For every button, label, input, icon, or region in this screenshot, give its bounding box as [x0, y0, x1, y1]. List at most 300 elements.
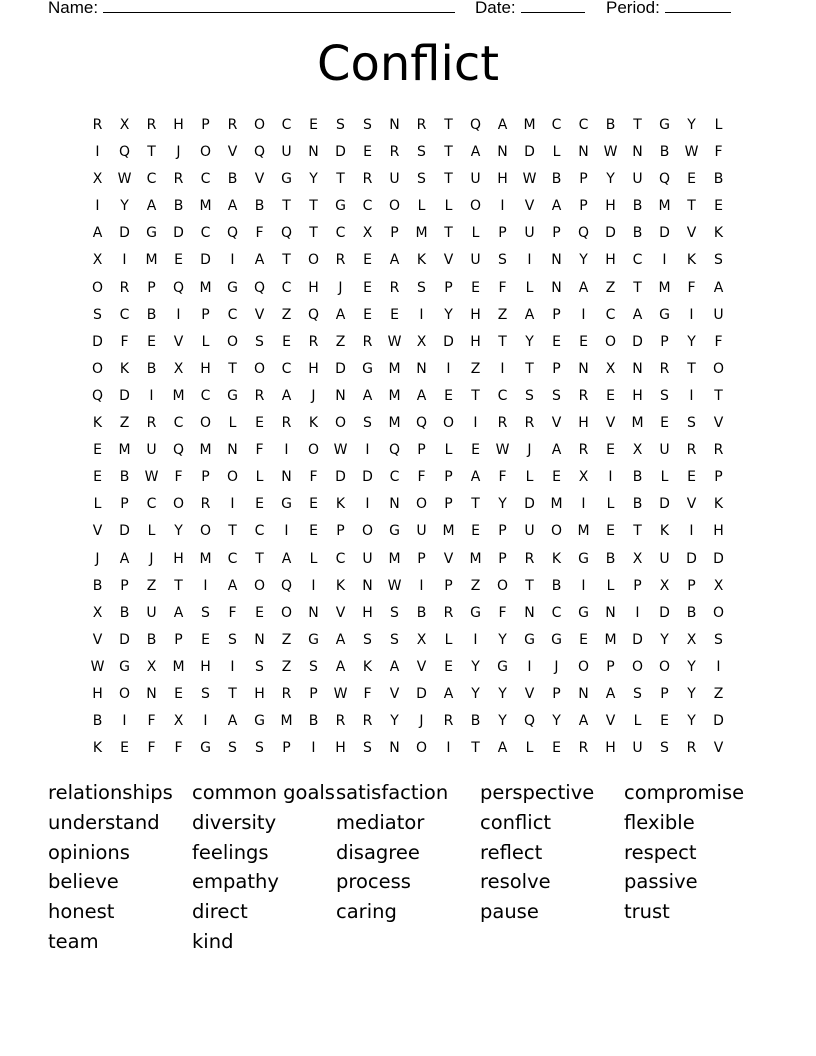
grid-letter[interactable]: E — [471, 279, 480, 296]
grid-letter[interactable]: B — [632, 496, 643, 513]
grid-letter[interactable]: L — [228, 415, 237, 432]
grid-letter[interactable]: N — [632, 144, 643, 161]
grid-letter[interactable]: Y — [687, 658, 696, 675]
grid-letter[interactable]: O — [550, 523, 563, 540]
grid-letter[interactable]: O — [388, 198, 401, 215]
grid-letter[interactable]: E — [606, 442, 615, 459]
grid-letter[interactable]: H — [308, 279, 319, 296]
grid-letter[interactable]: M — [658, 279, 671, 296]
grid-letter[interactable]: X — [659, 577, 670, 594]
grid-letter[interactable]: R — [335, 713, 346, 730]
grid-letter[interactable]: T — [228, 685, 237, 702]
grid-letter[interactable]: Z — [146, 577, 157, 594]
grid-letter[interactable]: Z — [713, 685, 724, 702]
grid-letter[interactable]: T — [471, 740, 480, 757]
grid-letter[interactable]: S — [363, 415, 372, 432]
grid-letter[interactable]: T — [687, 198, 696, 215]
grid-letter[interactable]: E — [606, 387, 615, 404]
grid-letter[interactable]: I — [311, 577, 316, 594]
grid-letter[interactable]: T — [309, 225, 318, 242]
grid-letter[interactable]: R — [281, 685, 292, 702]
grid-letter[interactable]: E — [363, 279, 372, 296]
grid-letter[interactable]: F — [363, 685, 372, 702]
grid-letter[interactable]: K — [551, 550, 562, 567]
grid-letter[interactable]: W — [117, 171, 132, 188]
grid-letter[interactable]: P — [498, 523, 507, 540]
grid-letter[interactable]: O — [253, 360, 266, 377]
grid-letter[interactable]: Y — [525, 333, 534, 350]
grid-letter[interactable]: C — [281, 117, 292, 133]
grid-letter[interactable]: D — [335, 469, 346, 486]
grid-letter[interactable]: C — [632, 252, 643, 269]
grid-letter[interactable]: C — [173, 415, 184, 432]
grid-letter[interactable]: R — [227, 117, 238, 133]
name-field[interactable] — [48, 0, 455, 18]
grid-letter[interactable]: G — [227, 279, 238, 296]
grid-letter[interactable]: V — [92, 523, 103, 540]
grid-letter[interactable]: H — [497, 171, 508, 188]
grid-letter[interactable]: N — [389, 496, 400, 513]
grid-letter[interactable]: E — [687, 171, 696, 188]
grid-letter[interactable]: X — [416, 631, 427, 648]
grid-letter[interactable]: L — [444, 631, 453, 648]
grid-letter[interactable]: T — [714, 387, 723, 404]
grid-letter[interactable]: O — [280, 604, 293, 621]
grid-letter[interactable]: L — [714, 117, 723, 133]
grid-letter[interactable]: E — [444, 658, 453, 675]
grid-letter[interactable]: R — [443, 713, 454, 730]
grid-letter[interactable]: A — [335, 306, 346, 323]
grid-letter[interactable]: J — [311, 387, 316, 404]
grid-letter[interactable]: Z — [119, 415, 130, 432]
grid-letter[interactable]: B — [632, 225, 643, 242]
grid-letter[interactable]: O — [253, 577, 266, 594]
grid-letter[interactable]: Y — [687, 333, 696, 350]
grid-letter[interactable]: D — [335, 144, 346, 161]
grid-letter[interactable]: D — [632, 333, 643, 350]
grid-letter[interactable]: E — [660, 713, 669, 730]
grid-letter[interactable]: O — [199, 144, 212, 161]
grid-letter[interactable]: H — [605, 198, 616, 215]
grid-letter[interactable]: E — [552, 333, 561, 350]
grid-letter[interactable]: E — [552, 740, 561, 757]
grid-letter[interactable]: T — [471, 496, 480, 513]
grid-letter[interactable]: L — [633, 713, 642, 730]
grid-letter[interactable]: C — [335, 550, 346, 567]
grid-letter[interactable]: P — [309, 685, 318, 702]
grid-letter[interactable]: Z — [605, 279, 616, 296]
grid-letter[interactable]: I — [527, 658, 532, 675]
grid-letter[interactable]: S — [363, 631, 372, 648]
grid-letter[interactable]: R — [578, 740, 589, 757]
grid-letter[interactable]: G — [578, 550, 589, 567]
grid-letter[interactable]: L — [444, 198, 453, 215]
grid-letter[interactable]: R — [362, 171, 373, 188]
grid-letter[interactable]: A — [524, 306, 535, 323]
grid-letter[interactable]: U — [632, 740, 643, 757]
grid-letter[interactable]: B — [227, 171, 238, 188]
grid-letter[interactable]: X — [686, 631, 697, 648]
grid-letter[interactable]: A — [227, 713, 238, 730]
grid-letter[interactable]: M — [388, 415, 401, 432]
grid-letter[interactable]: W — [333, 442, 348, 459]
grid-letter[interactable]: X — [713, 577, 724, 594]
grid-letter[interactable]: V — [92, 631, 103, 648]
grid-letter[interactable]: H — [605, 740, 616, 757]
grid-letter[interactable]: F — [498, 279, 507, 296]
grid-letter[interactable]: O — [577, 658, 590, 675]
grid-letter[interactable]: A — [227, 577, 238, 594]
grid-letter[interactable]: G — [146, 225, 157, 242]
grid-letter[interactable]: V — [686, 225, 697, 242]
grid-letter[interactable]: X — [146, 658, 157, 675]
name-blank-line[interactable] — [103, 0, 455, 13]
grid-letter[interactable]: Q — [172, 279, 185, 296]
grid-letter[interactable]: O — [712, 604, 725, 621]
grid-letter[interactable]: J — [338, 279, 343, 296]
grid-letter[interactable]: V — [254, 306, 265, 323]
grid-letter[interactable]: E — [309, 117, 318, 133]
grid-letter[interactable]: F — [255, 442, 264, 459]
grid-letter[interactable]: Q — [523, 713, 536, 730]
grid-letter[interactable]: P — [147, 279, 156, 296]
grid-letter[interactable]: N — [146, 685, 157, 702]
grid-letter[interactable]: I — [581, 306, 586, 323]
grid-letter[interactable]: E — [579, 631, 588, 648]
grid-letter[interactable]: C — [281, 360, 292, 377]
grid-letter[interactable]: R — [92, 117, 103, 133]
grid-letter[interactable]: O — [442, 415, 455, 432]
grid-letter[interactable]: M — [523, 117, 536, 133]
grid-letter[interactable]: Y — [309, 171, 318, 188]
grid-letter[interactable]: K — [713, 496, 724, 513]
grid-letter[interactable]: S — [525, 387, 534, 404]
grid-letter[interactable]: R — [146, 117, 157, 133]
grid-letter[interactable]: E — [174, 685, 183, 702]
grid-letter[interactable]: E — [282, 333, 291, 350]
grid-letter[interactable]: S — [93, 306, 102, 323]
grid-letter[interactable]: H — [632, 387, 643, 404]
grid-letter[interactable]: N — [281, 469, 292, 486]
grid-letter[interactable]: I — [689, 523, 694, 540]
grid-letter[interactable]: B — [146, 631, 157, 648]
grid-letter[interactable]: V — [713, 415, 724, 432]
grid-letter[interactable]: K — [335, 496, 346, 513]
grid-letter[interactable]: P — [120, 577, 129, 594]
grid-letter[interactable]: O — [91, 279, 104, 296]
grid-letter[interactable]: R — [389, 144, 400, 161]
grid-letter[interactable]: S — [255, 333, 264, 350]
grid-letter[interactable]: K — [659, 523, 670, 540]
grid-letter[interactable]: H — [173, 117, 184, 133]
grid-letter[interactable]: L — [147, 523, 156, 540]
grid-letter[interactable]: H — [470, 306, 481, 323]
grid-letter[interactable]: S — [714, 252, 723, 269]
grid-letter[interactable]: U — [146, 604, 157, 621]
grid-letter[interactable]: N — [524, 604, 535, 621]
grid-letter[interactable]: P — [417, 550, 426, 567]
grid-letter[interactable]: J — [527, 442, 532, 459]
grid-letter[interactable]: C — [578, 117, 589, 133]
grid-letter[interactable]: E — [471, 523, 480, 540]
grid-letter[interactable]: I — [581, 577, 586, 594]
grid-letter[interactable]: Q — [658, 171, 671, 188]
grid-letter[interactable]: P — [201, 306, 210, 323]
grid-letter[interactable]: Z — [335, 333, 346, 350]
grid-letter[interactable]: D — [443, 333, 454, 350]
grid-letter[interactable]: E — [579, 333, 588, 350]
grid-letter[interactable]: O — [604, 333, 617, 350]
grid-letter[interactable]: A — [497, 740, 508, 757]
grid-letter[interactable]: B — [659, 144, 670, 161]
grid-letter[interactable]: S — [687, 415, 696, 432]
grid-letter[interactable]: Q — [280, 225, 293, 242]
grid-letter[interactable]: O — [631, 658, 644, 675]
grid-letter[interactable]: L — [255, 469, 264, 486]
grid-letter[interactable]: I — [446, 360, 451, 377]
grid-letter[interactable]: B — [686, 604, 697, 621]
grid-letter[interactable]: S — [336, 117, 345, 133]
grid-letter[interactable]: V — [335, 604, 346, 621]
grid-letter[interactable]: Y — [471, 685, 480, 702]
grid-letter[interactable]: T — [444, 144, 453, 161]
grid-letter[interactable]: S — [255, 658, 264, 675]
grid-letter[interactable]: E — [309, 523, 318, 540]
grid-letter[interactable]: D — [92, 333, 103, 350]
grid-letter[interactable]: C — [551, 604, 562, 621]
grid-letter[interactable]: P — [444, 279, 453, 296]
grid-letter[interactable]: A — [632, 306, 643, 323]
grid-letter[interactable]: F — [417, 469, 426, 486]
grid-letter[interactable]: A — [335, 658, 346, 675]
grid-letter[interactable]: G — [227, 387, 238, 404]
grid-letter[interactable]: S — [390, 631, 399, 648]
grid-letter[interactable]: F — [147, 713, 156, 730]
grid-letter[interactable]: V — [551, 415, 562, 432]
grid-letter[interactable]: X — [416, 333, 427, 350]
grid-letter[interactable]: A — [362, 387, 373, 404]
grid-letter[interactable]: A — [389, 252, 400, 269]
grid-letter[interactable]: G — [389, 523, 400, 540]
grid-letter[interactable]: R — [578, 442, 589, 459]
grid-letter[interactable]: I — [203, 577, 208, 594]
grid-letter[interactable]: G — [497, 658, 508, 675]
grid-letter[interactable]: I — [527, 252, 532, 269]
grid-letter[interactable]: H — [335, 740, 346, 757]
grid-letter[interactable]: A — [119, 550, 130, 567]
grid-letter[interactable]: N — [605, 604, 616, 621]
grid-letter[interactable]: R — [497, 415, 508, 432]
grid-letter[interactable]: L — [552, 144, 561, 161]
grid-letter[interactable]: H — [362, 604, 373, 621]
grid-letter[interactable]: K — [119, 360, 130, 377]
grid-letter[interactable]: F — [498, 469, 507, 486]
grid-letter[interactable]: F — [255, 225, 264, 242]
grid-letter[interactable]: T — [633, 523, 642, 540]
grid-letter[interactable]: K — [92, 415, 103, 432]
grid-letter[interactable]: E — [606, 523, 615, 540]
grid-letter[interactable]: V — [443, 252, 454, 269]
grid-letter[interactable]: X — [173, 360, 184, 377]
grid-letter[interactable]: L — [471, 225, 480, 242]
grid-letter[interactable]: S — [363, 740, 372, 757]
grid-letter[interactable]: Y — [687, 713, 696, 730]
grid-letter[interactable]: P — [174, 631, 183, 648]
grid-letter[interactable]: Q — [118, 144, 131, 161]
grid-letter[interactable]: O — [226, 469, 239, 486]
grid-letter[interactable]: H — [470, 333, 481, 350]
grid-letter[interactable]: E — [363, 252, 372, 269]
grid-letter[interactable]: X — [173, 713, 184, 730]
grid-letter[interactable]: B — [146, 306, 157, 323]
grid-letter[interactable]: M — [388, 387, 401, 404]
grid-letter[interactable]: D — [524, 496, 535, 513]
grid-letter[interactable]: M — [172, 387, 185, 404]
grid-letter[interactable]: J — [149, 550, 154, 567]
grid-letter[interactable]: L — [417, 198, 426, 215]
grid-letter[interactable]: Y — [660, 631, 669, 648]
grid-letter[interactable]: D — [713, 550, 724, 567]
grid-letter[interactable]: O — [658, 658, 671, 675]
grid-letter[interactable]: P — [201, 117, 210, 133]
grid-letter[interactable]: S — [363, 117, 372, 133]
grid-letter[interactable]: B — [173, 198, 184, 215]
grid-letter[interactable]: T — [687, 360, 696, 377]
grid-letter[interactable]: C — [281, 279, 292, 296]
grid-letter[interactable]: X — [632, 550, 643, 567]
grid-letter[interactable]: F — [714, 333, 723, 350]
grid-letter[interactable]: Q — [172, 442, 185, 459]
grid-letter[interactable]: Q — [307, 306, 320, 323]
grid-letter[interactable]: I — [95, 198, 100, 215]
grid-letter[interactable]: D — [119, 225, 130, 242]
grid-letter[interactable]: O — [226, 333, 239, 350]
grid-letter[interactable]: V — [443, 550, 454, 567]
grid-letter[interactable]: C — [119, 306, 130, 323]
grid-letter[interactable]: Y — [390, 713, 399, 730]
grid-letter[interactable]: M — [577, 523, 590, 540]
grid-letter[interactable]: X — [92, 171, 103, 188]
grid-letter[interactable]: S — [309, 658, 318, 675]
grid-letter[interactable]: A — [713, 279, 724, 296]
grid-letter[interactable]: U — [659, 550, 670, 567]
grid-letter[interactable]: T — [471, 387, 480, 404]
grid-letter[interactable]: Q — [280, 577, 293, 594]
grid-letter[interactable]: R — [524, 415, 535, 432]
grid-letter[interactable]: L — [606, 577, 615, 594]
grid-letter[interactable]: C — [335, 225, 346, 242]
grid-letter[interactable]: E — [687, 469, 696, 486]
grid-letter[interactable]: H — [200, 658, 211, 675]
grid-letter[interactable]: I — [662, 252, 667, 269]
grid-letter[interactable]: E — [444, 387, 453, 404]
grid-letter[interactable]: T — [174, 577, 183, 594]
grid-letter[interactable]: I — [689, 387, 694, 404]
grid-letter[interactable]: T — [498, 333, 507, 350]
grid-letter[interactable]: X — [632, 442, 643, 459]
grid-letter[interactable]: Q — [415, 415, 428, 432]
grid-letter[interactable]: W — [684, 144, 699, 161]
grid-letter[interactable]: G — [659, 306, 670, 323]
grid-letter[interactable]: V — [254, 171, 265, 188]
grid-letter[interactable]: H — [308, 360, 319, 377]
grid-letter[interactable]: Y — [687, 117, 696, 133]
grid-letter[interactable]: P — [687, 577, 696, 594]
grid-letter[interactable]: O — [199, 523, 212, 540]
grid-letter[interactable]: Z — [281, 658, 292, 675]
grid-letter[interactable]: D — [686, 550, 697, 567]
grid-letter[interactable]: W — [90, 658, 105, 675]
grid-letter[interactable]: C — [254, 523, 265, 540]
grid-letter[interactable]: D — [659, 604, 670, 621]
grid-letter[interactable]: R — [335, 252, 346, 269]
grid-letter[interactable]: C — [497, 387, 508, 404]
grid-letter[interactable]: U — [416, 523, 427, 540]
grid-letter[interactable]: M — [469, 550, 482, 567]
grid-letter[interactable]: N — [389, 740, 400, 757]
grid-letter[interactable]: C — [605, 306, 616, 323]
grid-letter[interactable]: V — [713, 740, 724, 757]
grid-letter[interactable]: J — [419, 713, 424, 730]
grid-letter[interactable]: R — [146, 415, 157, 432]
grid-letter[interactable]: I — [365, 496, 370, 513]
grid-letter[interactable]: M — [631, 415, 644, 432]
grid-letter[interactable]: A — [146, 198, 157, 215]
grid-letter[interactable]: E — [255, 415, 264, 432]
grid-letter[interactable]: B — [605, 550, 616, 567]
grid-letter[interactable]: G — [200, 740, 211, 757]
grid-letter[interactable]: O — [118, 685, 131, 702]
grid-letter[interactable]: P — [660, 685, 669, 702]
grid-letter[interactable]: A — [551, 198, 562, 215]
grid-letter[interactable]: I — [230, 496, 235, 513]
grid-letter[interactable]: I — [203, 713, 208, 730]
grid-letter[interactable]: P — [552, 360, 561, 377]
grid-letter[interactable]: G — [308, 631, 319, 648]
grid-letter[interactable]: A — [173, 604, 184, 621]
grid-letter[interactable]: E — [714, 198, 723, 215]
grid-letter[interactable]: C — [200, 171, 211, 188]
grid-letter[interactable]: I — [149, 387, 154, 404]
grid-letter[interactable]: A — [605, 685, 616, 702]
grid-letter[interactable]: R — [119, 279, 130, 296]
grid-letter[interactable]: T — [309, 198, 318, 215]
grid-letter[interactable]: Y — [498, 631, 507, 648]
grid-letter[interactable]: E — [120, 740, 129, 757]
grid-letter[interactable]: S — [552, 387, 561, 404]
grid-letter[interactable]: P — [120, 496, 129, 513]
grid-letter[interactable]: U — [389, 171, 400, 188]
grid-letter[interactable]: J — [95, 550, 100, 567]
grid-letter[interactable]: Q — [388, 442, 401, 459]
grid-letter[interactable]: P — [201, 469, 210, 486]
grid-letter[interactable]: D — [659, 496, 670, 513]
grid-letter[interactable]: T — [147, 144, 156, 161]
grid-letter[interactable]: D — [335, 360, 346, 377]
grid-letter[interactable]: K — [308, 415, 319, 432]
grid-letter[interactable]: Y — [498, 713, 507, 730]
grid-letter[interactable]: S — [633, 685, 642, 702]
grid-letter[interactable]: T — [633, 117, 642, 133]
grid-letter[interactable]: U — [713, 306, 724, 323]
grid-letter[interactable]: T — [255, 550, 264, 567]
grid-letter[interactable]: E — [390, 306, 399, 323]
grid-letter[interactable]: C — [227, 306, 238, 323]
grid-letter[interactable]: O — [361, 523, 374, 540]
grid-letter[interactable]: D — [119, 523, 130, 540]
grid-letter[interactable]: O — [469, 198, 482, 215]
grid-letter[interactable]: K — [92, 740, 103, 757]
